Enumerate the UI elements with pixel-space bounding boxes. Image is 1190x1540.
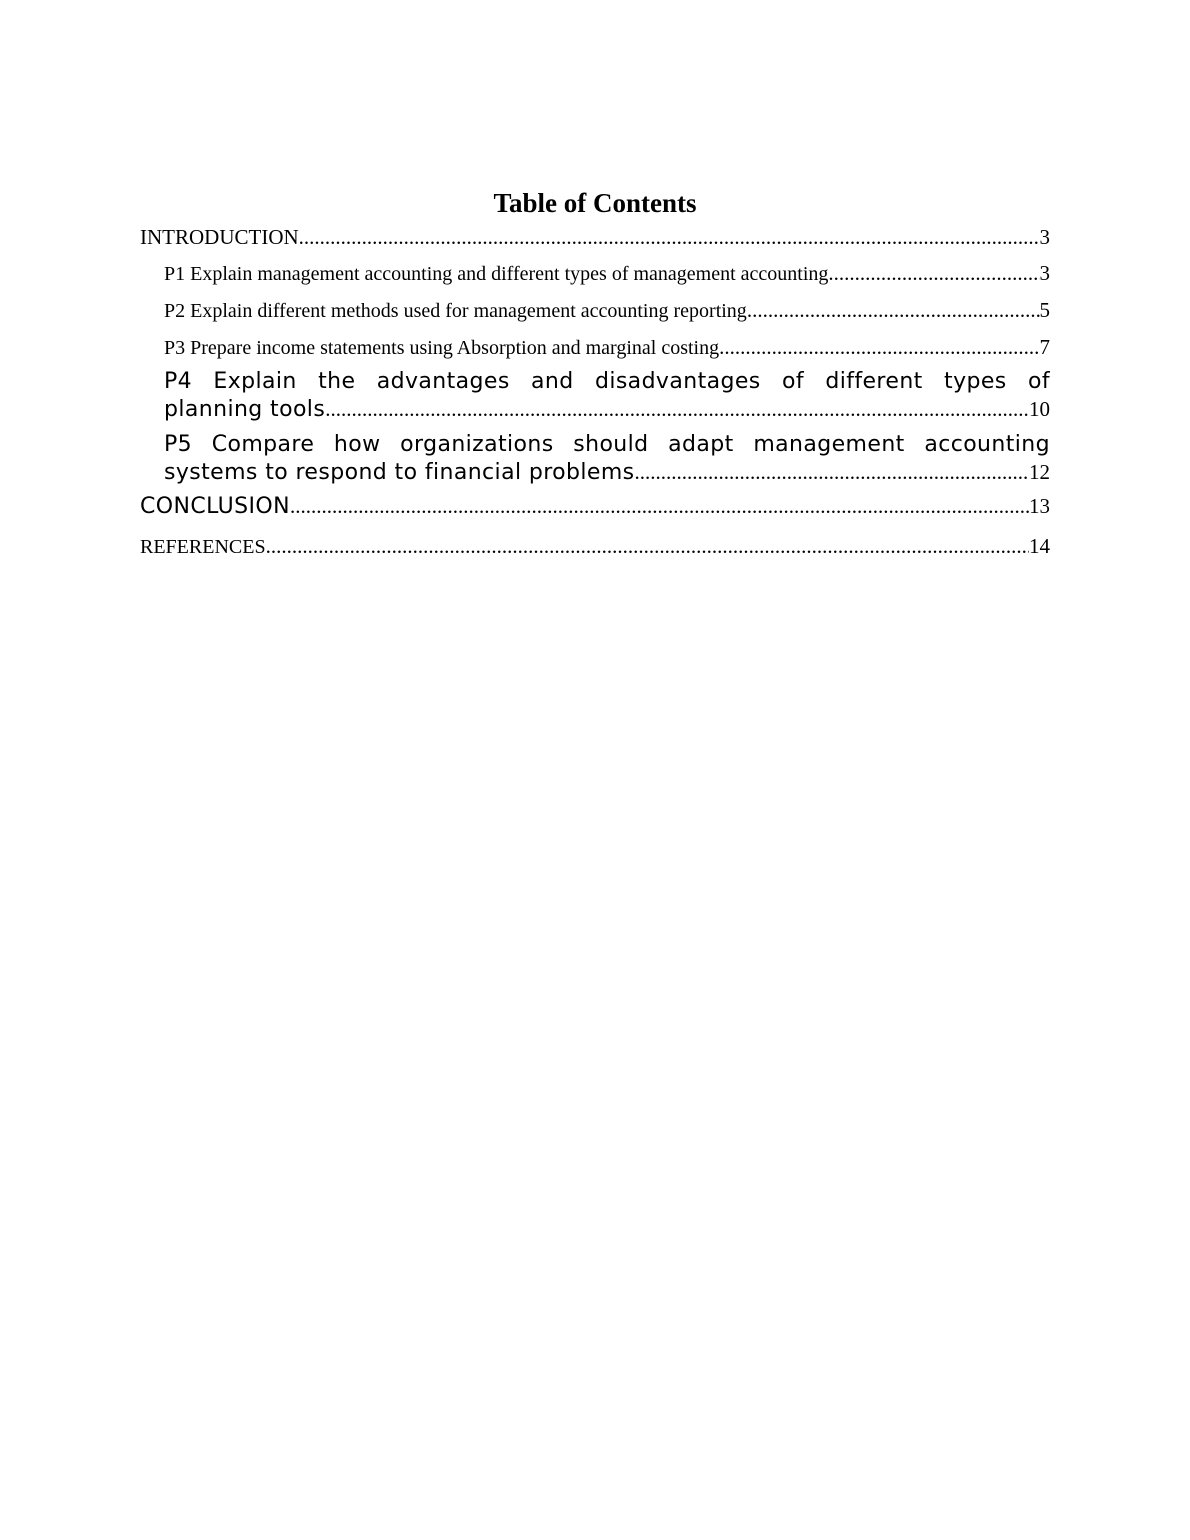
toc-entry-label-line1: P5 Compare how organizations should adapt management accounting — [164, 432, 1050, 457]
dot-leader — [828, 258, 1039, 288]
dot-leader — [325, 397, 1029, 422]
toc-entry-p2[interactable] — [164, 295, 1050, 325]
toc-page-number: 14 — [1029, 534, 1050, 558]
toc-entry-label: P1 Explain management accounting and different types of management accounting — [164, 263, 829, 285]
toc-entry-label: P3 Prepare income statements using Absorption and marginal costing — [164, 337, 720, 359]
toc-title: Table of Contents — [493, 188, 697, 218]
toc-entry-p5[interactable] — [164, 431, 1050, 487]
toc-entry-p3[interactable] — [164, 332, 1050, 362]
toc-page-number: 13 — [1029, 494, 1050, 518]
toc-entry-p1[interactable] — [164, 258, 1050, 288]
toc-page-number: 10 — [1029, 397, 1050, 421]
toc-page-number: 12 — [1029, 460, 1050, 484]
toc-entry-label: CONCLUSION — [140, 494, 290, 519]
toc-entry-conclusion[interactable] — [140, 493, 1050, 525]
dot-leader — [719, 332, 1039, 362]
toc-page-number: 3 — [1039, 261, 1050, 285]
toc-entry-label: REFERENCES — [140, 536, 266, 558]
dot-leader — [299, 222, 1040, 252]
toc-entry-label: INTRODUCTION — [140, 225, 299, 249]
toc-page-number: 7 — [1039, 335, 1050, 359]
table-of-contents — [140, 222, 1050, 561]
toc-entry-label-line2: planning tools — [164, 397, 326, 422]
dot-leader — [747, 295, 1040, 325]
dot-leader — [635, 460, 1029, 485]
toc-entry-references[interactable] — [140, 531, 1050, 561]
toc-entry-label: P2 Explain different methods used for management accounting reporting — [164, 300, 747, 322]
dot-leader — [266, 531, 1029, 561]
dot-leader — [290, 494, 1029, 519]
toc-page-number: 5 — [1039, 298, 1050, 322]
toc-entry-label-line2: systems to respond to financial problems — [164, 460, 635, 485]
toc-page-number: 3 — [1039, 225, 1050, 249]
toc-entry-introduction[interactable] — [140, 222, 1050, 252]
toc-entry-p4[interactable] — [164, 368, 1050, 424]
toc-entry-label-line1: P4 Explain the advantages and disadvantages of different types of — [164, 369, 1050, 394]
